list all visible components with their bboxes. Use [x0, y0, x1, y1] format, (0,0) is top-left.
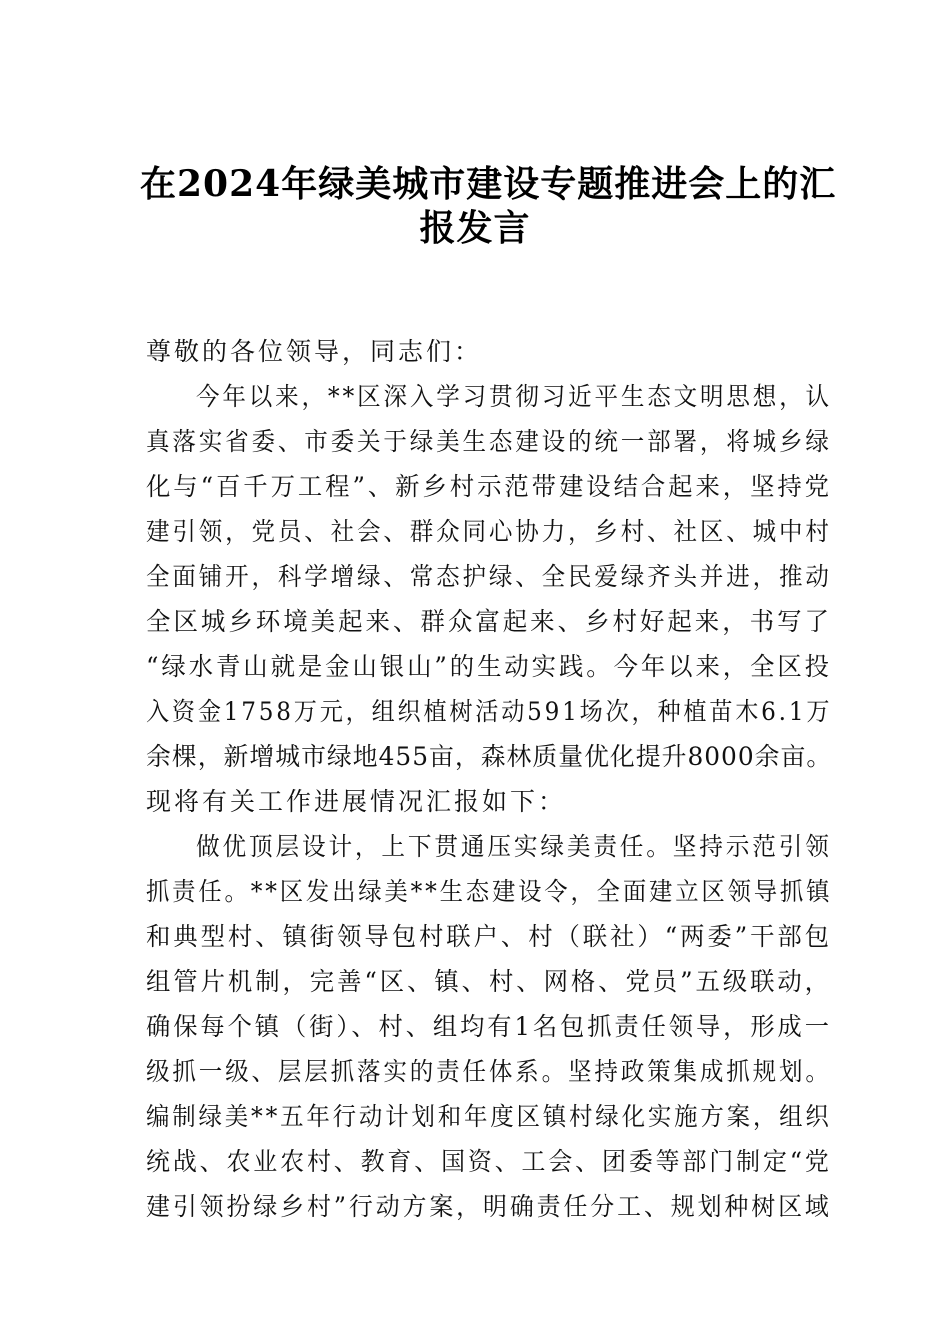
- paragraph-line: 现将有关工作进展情况汇报如下：: [146, 787, 567, 816]
- paragraph-line: 全面铺开，科学增绿、常态护绿、全民爱绿齐头并进，推动: [146, 562, 832, 591]
- paragraph-line: 编制绿美**五年行动计划和年度区镇村绿化实施方案，组织: [146, 1102, 832, 1131]
- paragraph-line: 确保每个镇（街）、村、组均有1名包抓责任领导，形成一: [146, 1012, 832, 1041]
- document-title-line-1: 在2024年绿美城市建设专题推进会上的汇: [140, 163, 837, 205]
- paragraph-line: 建引领扮绿乡村”行动方案，明确责任分工、规划种树区域: [146, 1192, 832, 1221]
- salutation-line: 尊敬的各位领导，同志们：: [146, 337, 483, 366]
- paragraph-line: 组管片机制，完善“区、镇、村、网格、党员”五级联动，: [146, 967, 832, 996]
- document-title-line-2: 报发言: [419, 207, 531, 249]
- paragraph-line: 全区城乡环境美起来、群众富起来、乡村好起来，书写了: [146, 607, 833, 636]
- paragraph-line: 余棵，新增城市绿地455亩，森林质量优化提升8000余亩。: [146, 742, 833, 771]
- paragraph-line: 统战、农业农村、教育、国资、工会、团委等部门制定“党: [146, 1147, 832, 1176]
- paragraph-line: 和典型村、镇街领导包村联户、村（联社）“两委”干部包: [146, 922, 832, 951]
- paragraph-line: 建引领，党员、社会、群众同心协力，乡村、社区、城中村: [146, 517, 832, 546]
- paragraph-line: 抓责任。**区发出绿美**生态建设令，全面建立区领导抓镇: [146, 877, 833, 906]
- paragraph-line: 今年以来，**区深入学习贯彻习近平生态文明思想，认: [196, 382, 832, 411]
- paragraph-line: 入资金1758万元，组织植树活动591场次，种植苗木6.1万: [146, 697, 833, 726]
- paragraph-line: 化与“百千万工程”、新乡村示范带建设结合起来，坚持党: [146, 472, 832, 501]
- paragraph-line: “绿水青山就是金山银山”的生动实践。今年以来，全区投: [146, 652, 832, 681]
- paragraph-line: 做优顶层设计，上下贯通压实绿美责任。坚持示范引领: [196, 832, 832, 861]
- paragraph-line: 真落实省委、市委关于绿美生态建设的统一部署，将城乡绿: [146, 427, 832, 456]
- paragraph-line: 级抓一级、层层抓落实的责任体系。坚持政策集成抓规划。: [146, 1057, 832, 1086]
